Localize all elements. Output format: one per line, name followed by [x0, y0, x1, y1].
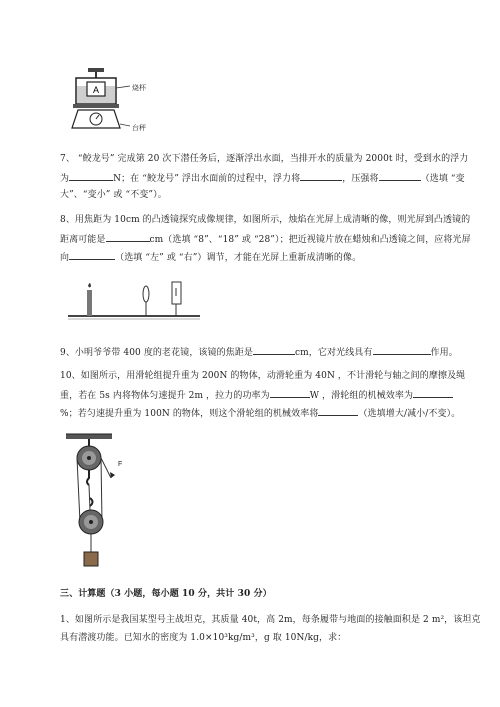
calc1-line2: 具有潜渡功能。已知水的密度为 1.0×10³kg/m³，g 取 10N/kg，求： [60, 633, 347, 643]
q8-line3: 向 （选填 “左” 或 “右”）调节，才能在光屏上重新成清晰的像。 [60, 250, 361, 264]
q7-line2: 为 N；在 “鲛龙号” 浮出水面前的过程中，浮力将 ，压强将 （选填 “变 [60, 171, 465, 185]
q10-line1: 10、如图所示，用滑轮组提升重为 200N 的物体，动滑轮重为 40N ，不计滑轮与轴之间的摩擦及绳 [60, 371, 466, 381]
q7-line3: 大”、“变小” 或 “不变”）。 [60, 190, 167, 200]
q7-line1: 7、 “鲛龙号” 完成第 20 次下潜任务后，逐渐浮出水面，当排开水的质量为 2000t 时，受到水的浮力 [60, 154, 469, 164]
q8-line1: 8、用焦距为 10cm 的凸透镜探究成像规律，如图所示，烛焰在光屏上成清晰的像，则光屏到凸透镜的 [60, 215, 471, 225]
scale-label: 台秤 [132, 124, 146, 132]
beaker-label: 烧杯 [132, 84, 146, 92]
block-label: A [93, 85, 100, 95]
calc1-line1: 1、如图所示是我国某型号主战坦克，其质量 40t，高 2m，每条履带与地面的接触面积是 2 m²，该坦克 [60, 615, 481, 625]
q9-line1: 9、小明爷爷带 400 度的老花镜，该镜的焦距是 cm，它对光线具有 作用。 [60, 345, 458, 359]
q8-line2: 距离可能是 cm（选填 “8”、“18” 或 “28”）；把近视镜片放在蜡烛和凸透镜之间，应将光屏 [60, 232, 471, 246]
section-3-title: 三、计算题（3 小题，每小题 10 分，共计 30 分） [60, 589, 272, 599]
scale-beaker-figure [70, 66, 160, 134]
optical-bench-figure [66, 276, 202, 328]
pulley-figure [62, 430, 132, 570]
q10-line3: %；若匀速提升重为 100N 的物体，则这个滑轮组的机械效率将 （选填增大/减小/不变）。 [60, 406, 460, 420]
force-label: F [118, 461, 123, 468]
q10-line2: 重，若在 5s 内将物体匀速提升 2m ，拉力的功率为 W ，滑轮组的机械效率为 [60, 388, 453, 402]
